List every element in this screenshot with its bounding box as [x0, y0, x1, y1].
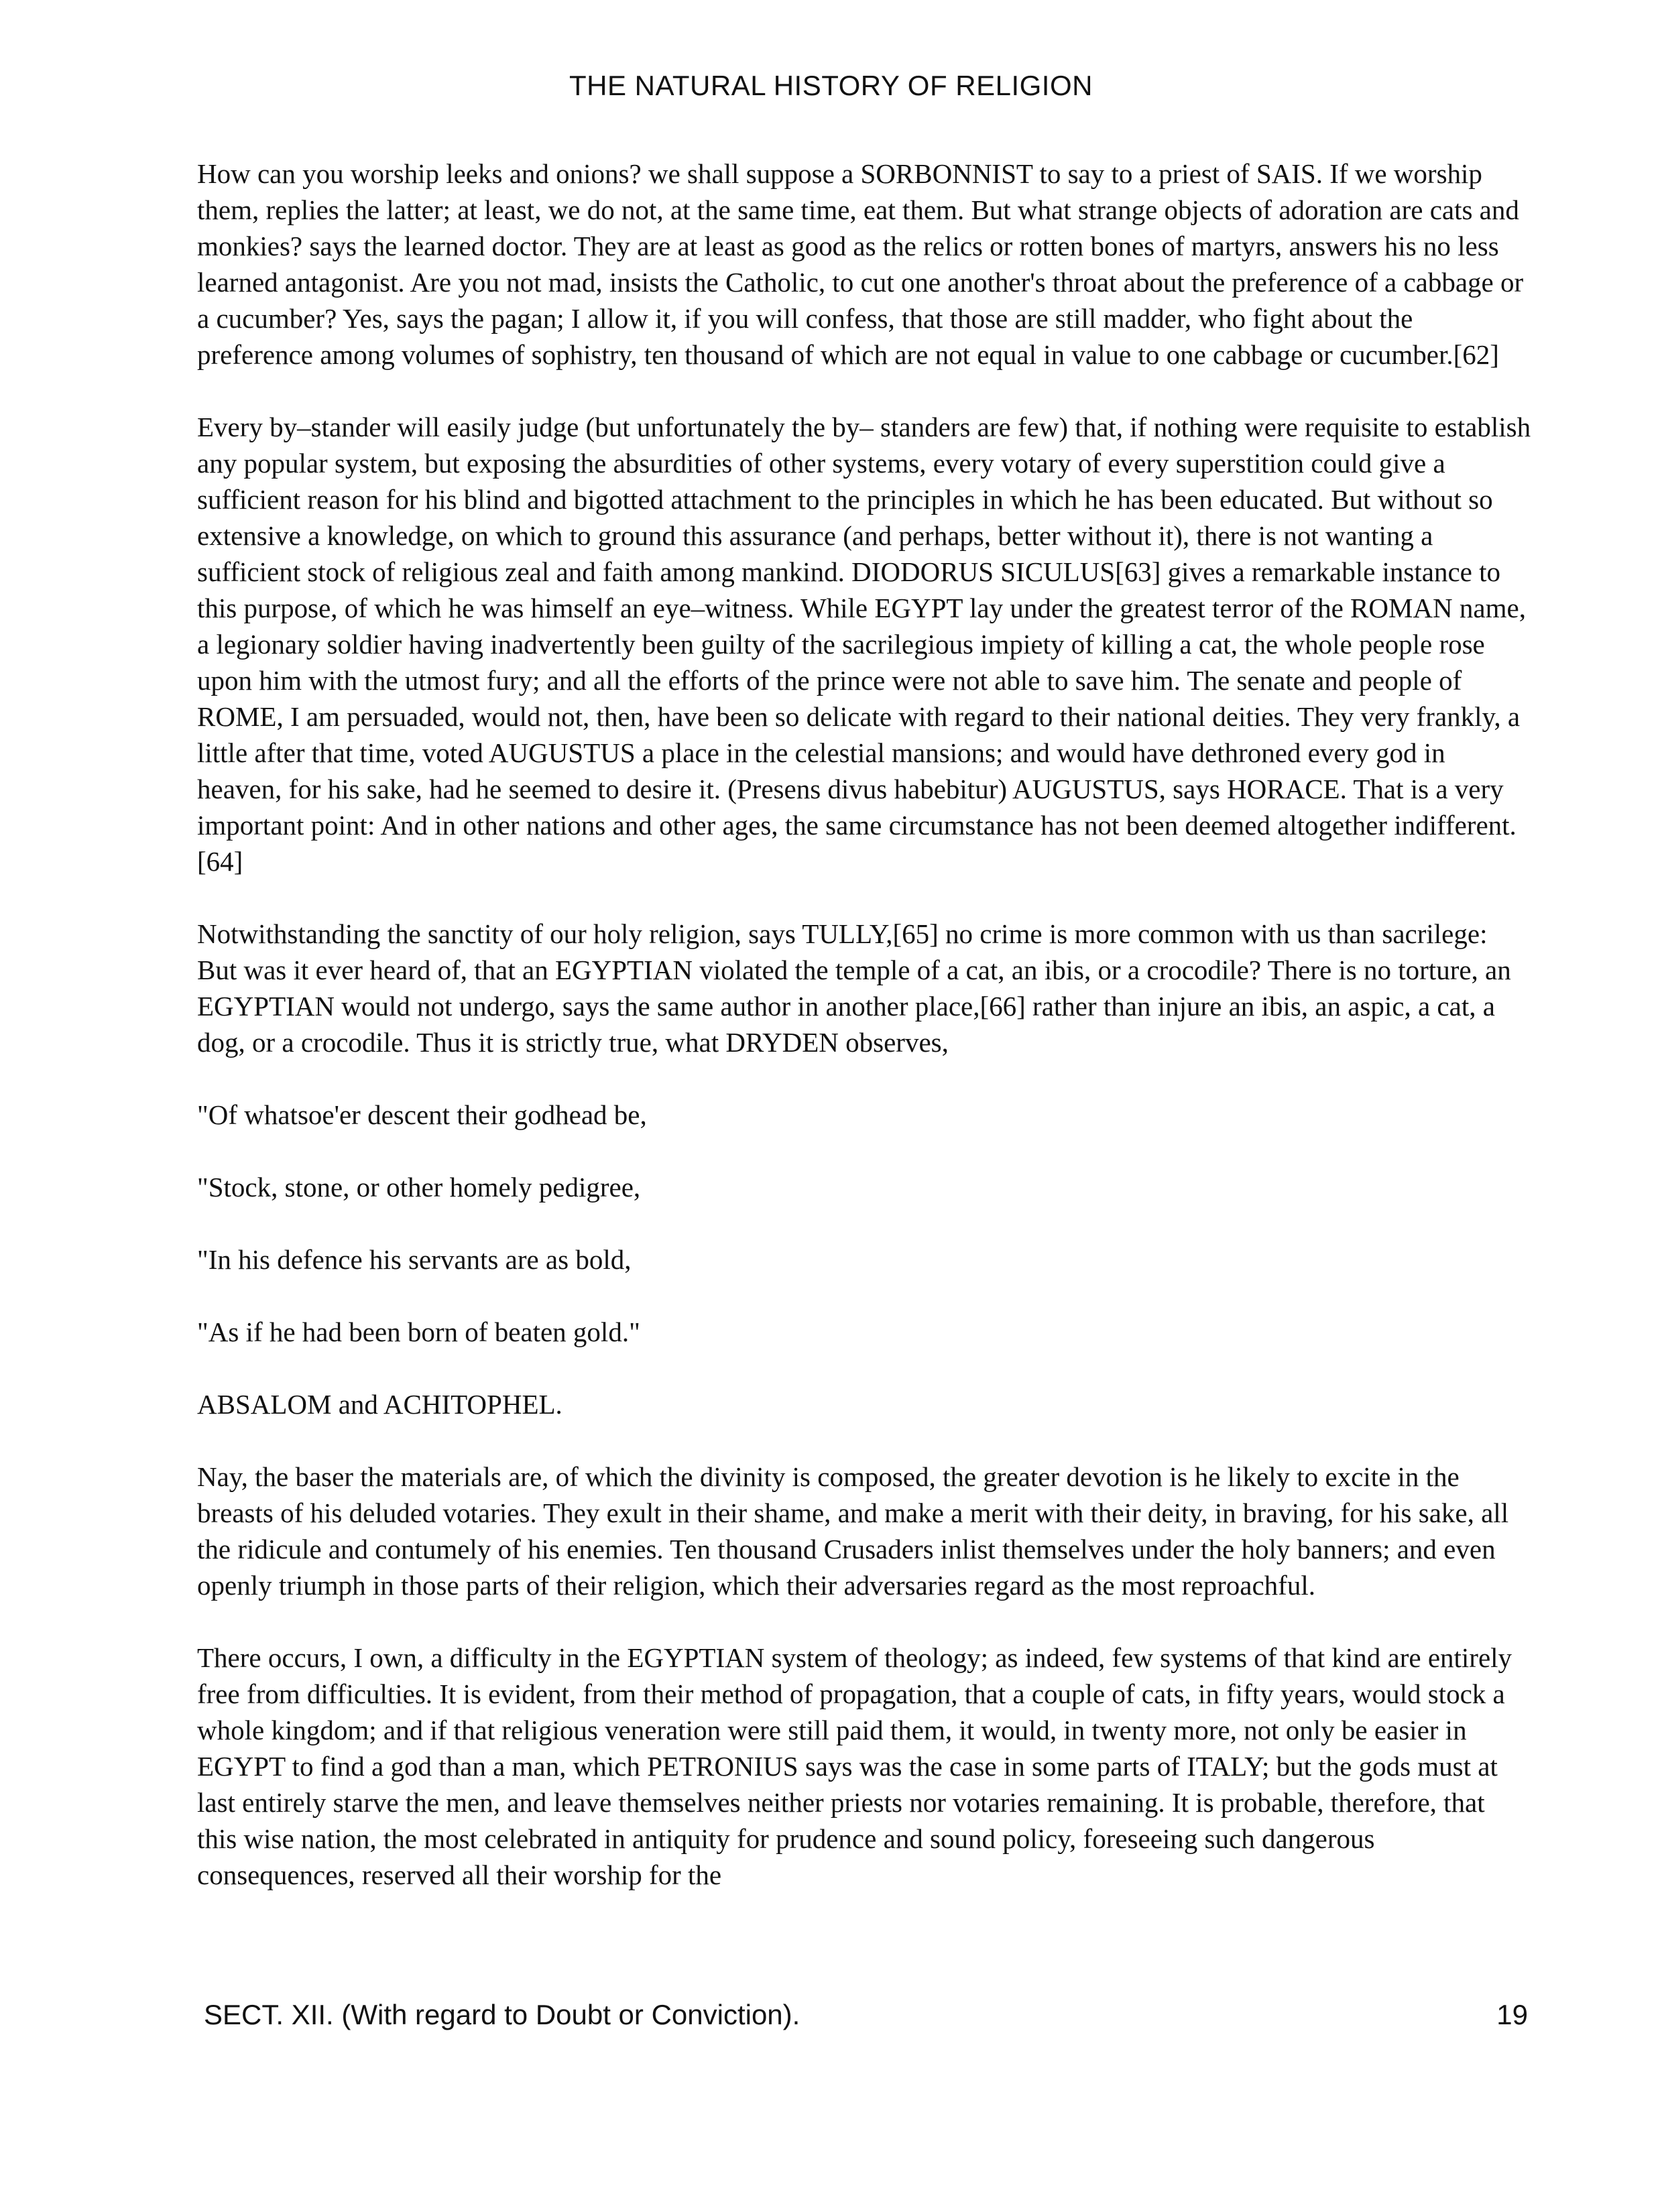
paragraph-3: Notwithstanding the sanctity of our holy religion, says TULLY,[65] no crime is more common with us than sacrilege: But was it ever heard of, that an EGYPTIAN violated the temple of a cat, an ibis, or a crocodile? There is no torture, an EGYPTIAN would not undergo, says the same author in another place,[66] rather than injure an ibis, an aspic, a cat, a dog, or a crocodile. Thus it is strictly true, what DRYDEN observes,	[197, 918, 1511, 1058]
body-text	[197, 156, 1531, 1929]
paragraph-2: Every by–stander will easily judge (but unfortunately the by– standers are few) that, if nothing were requisite to establish any popular system, but exposing the absurdities of other systems, every votary of every superstition could give a sufficient reason for his blind and bigotted attachment to the principles in which he has been educated. But without so extensive a knowledge, on which to ground this assurance (and perhaps, better without it), there is not wanting a sufficient stock of religious zeal and faith among mankind. DIODORUS SICULUS[63] gives a remarkable instance to this purpose, of which he was himself an eye–witness. While EGYPT lay under the greatest terror of the ROMAN name, a legionary soldier having inadvertently been guilty of the sacrilegious impiety of killing a cat, the whole people rose upon him with the utmost fury; and all the efforts of the prince were not able to save him. The senate and people of ROME, I am persuaded, would not, then, have been so delicate with regard to their national deities. They very frankly, a little after that time, voted AUGUSTUS a place in the celestial mansions; and would have dethroned every god in heaven, for his sake, had he seemed to desire it. (Presens divus habebitur) AUGUSTUS, says HORACE. That is a very important point: And in other nations and other ages, the same circumstance has not been deemed altogether indifferent.[64]	[197, 412, 1531, 877]
paragraph-4: Nay, the baser the materials are, of which the divinity is composed, the greater devotion is he likely to excite in the breasts of his deluded votaries. They exult in their shame, and make a merit with their deity, in braving, for his sake, all the ridicule and contumely of his enemies. Ten thousand Crusaders inlist themselves under the holy banners; and even openly triumph in those parts of their religion, which their adversaries regard as the most reproachful.	[197, 1461, 1509, 1601]
footer-section-title: SECT. XII. (With regard to Doubt or Conviction).	[204, 1999, 800, 2030]
paragraph-1: How can you worship leeks and onions? we shall suppose a SORBONNIST to say to a priest of SAIS. If we worship them, replies the latter; at least, we do not, at the same time, eat them. But what strange objects of adoration are cats and monkies? says the learned doctor. They are at least as good as the relics or rotten bones of martyrs, answers his no less learned antagonist. Are you not mad, insists the Catholic, to cut one another's throat about the preference of a cabbage or a cucumber? Yes, says the pagan; I allow it, if you will confess, that those are still madder, who fight about the preference among volumes of sophistry, ten thousand of which are not equal in value to one cabbage or cucumber.[62]	[197, 158, 1524, 370]
running-header-title: THE NATURAL HISTORY OF RELIGION	[569, 70, 1093, 101]
page-number: 19	[1496, 1999, 1528, 2030]
verse-line-1: "Of whatsoe'er descent their godhead be,	[197, 1099, 647, 1130]
verse-line-4: "As if he had been born of beaten gold."	[197, 1316, 640, 1347]
paragraph-5: There occurs, I own, a difficulty in the EGYPTIAN system of theology; as indeed, few systems of that kind are entirely free from difficulties. It is evident, from their method of propagation, that a couple of cats, in fifty years, would stock a whole kingdom; and if that religious veneration were still paid them, it would, in twenty more, not only be easier in EGYPT to find a god than a man, which PETRONIUS says was the case in some parts of ITALY; but the gods must at last entirely starve the men, and leave themselves neither priests nor votaries remaining. It is probable, therefore, that this wise nation, the most celebrated in antiquity for prudence and sound policy, foreseeing such dangerous consequences, reserved all their worship for the	[197, 1642, 1512, 1890]
verse-attribution: ABSALOM and ACHITOPHEL.	[197, 1389, 562, 1420]
verse-line-3: "In his defence his servants are as bold,	[197, 1244, 632, 1275]
verse-line-2: "Stock, stone, or other homely pedigree,	[197, 1172, 641, 1203]
